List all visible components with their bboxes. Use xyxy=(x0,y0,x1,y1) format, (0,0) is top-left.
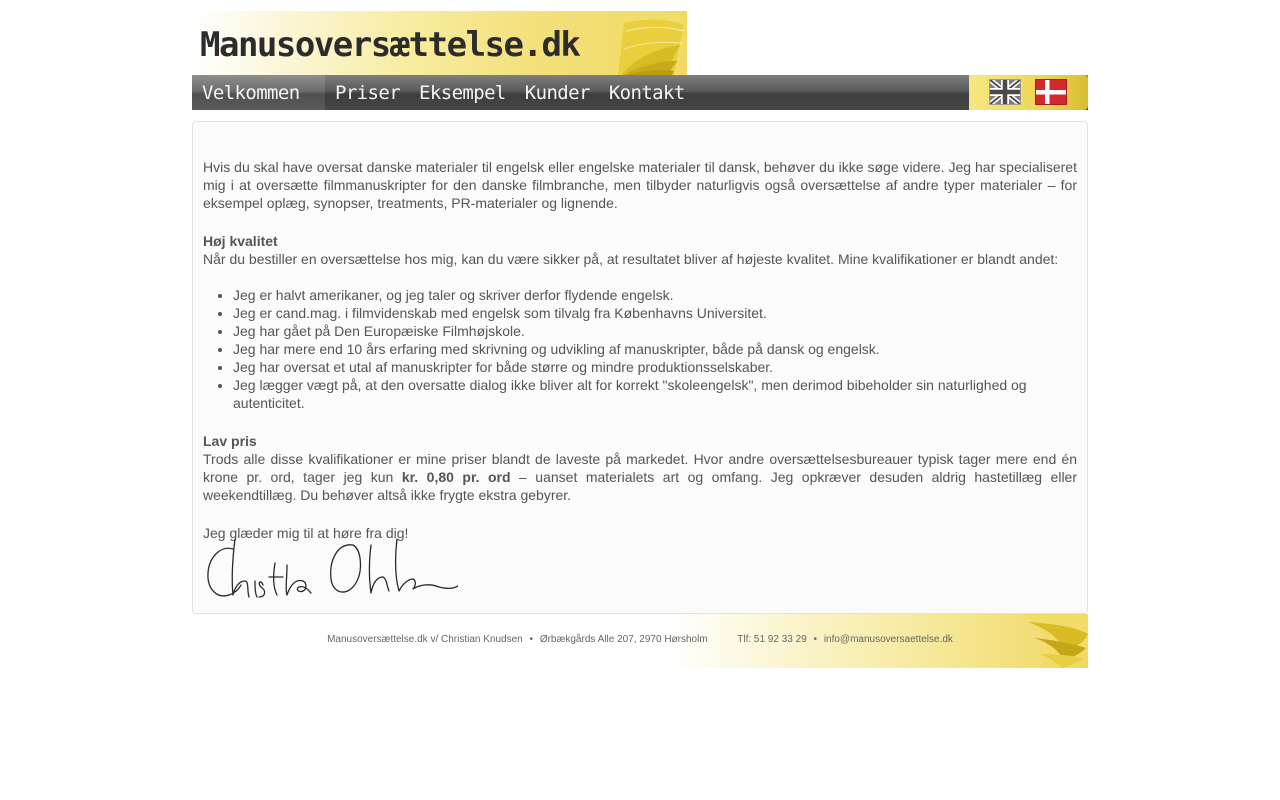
closing-line: Jeg glæder mig til at høre fra dig! xyxy=(203,525,409,541)
footer-contact-line xyxy=(192,634,1088,645)
paper-stack-icon xyxy=(612,11,687,75)
main-navigation xyxy=(192,75,1088,110)
list-item: • Jeg har mere end 10 års erfaring med skrivning og udvikling af manuskripter, både på dansk og engelsk. xyxy=(233,340,1077,358)
nav-item-kunder[interactable]: Kunder xyxy=(524,81,590,104)
nav-item-velkommen[interactable]: Velkommen xyxy=(192,75,325,110)
list-item: • Jeg er halvt amerikaner, og jeg taler og skriver derfor flydende engelsk. xyxy=(233,286,1077,304)
price-text-after: – uanset materialets art og omfang. Jeg opkræver desuden aldrig hastetillæg eller weekendtillæg. Du behøver altså ikke frygte ekstra gebyrer. xyxy=(203,469,1078,503)
main-content xyxy=(192,121,1088,614)
price-highlight: kr. 0,80 pr. ord xyxy=(401,469,511,485)
footer-phone: Tlf: 51 92 33 29 xyxy=(737,634,807,645)
footer-company: Manusoversættelse.dk v/ Christian Knudsen xyxy=(327,634,523,645)
signature-image xyxy=(203,535,458,603)
list-item: • Jeg lægger vægt på, at den oversatte dialog ikke bliver alt for korrekt "skoleengelsk", men derimod bibeholder sin naturlighed og autenticitet. xyxy=(233,376,1077,412)
footer xyxy=(192,614,1088,668)
nav-item-eksempel[interactable]: Eksempel xyxy=(419,81,506,104)
price-text-before: Trods alle disse kvalifikationer er mine priser blandt de laveste på markedet. Hvor andre oversættelsesbureauer typisk tager mere end én krone pr. ord, tager jeg kun xyxy=(203,451,1077,485)
page-wrapper xyxy=(192,0,1088,645)
intro-paragraph: Hvis du skal have oversat danske materialer til engelsk eller engelske materialer til dansk, behøver du ikke søge videre. Jeg har specialiseret mig i at oversætte filmmanuskripter for den danske filmbranche, men tilbyder naturligvis også oversættelse af andre typer materialer – for eksempel oplæg, synopser, treatments, PR-materialer og lignende. xyxy=(203,159,1077,211)
list-item: • Jeg har oversat et utal af manuskripter for både større og mindre produktionsselskaber. xyxy=(233,358,1077,376)
nav-item-priser[interactable]: Priser xyxy=(335,81,401,104)
price-paragraph xyxy=(203,450,1077,504)
qualifications-list xyxy=(203,286,1077,412)
language-switcher xyxy=(969,75,1088,110)
footer-email-link[interactable]: info@manusoversaettelse.dk xyxy=(823,634,953,645)
nav-item-kontakt[interactable]: Kontakt xyxy=(608,81,685,104)
footer-address: Ørbækgårds Alle 207, 2970 Hørsholm xyxy=(539,634,708,645)
uk-flag-icon[interactable] xyxy=(989,79,1021,105)
price-heading: Lav pris xyxy=(203,433,257,449)
footer-separator: • xyxy=(529,634,534,645)
list-item: • Jeg har gået på Den Europæiske Filmhøjskole. xyxy=(233,322,1077,340)
quality-paragraph: Når du bestiller en oversættelse hos mig, kan du være sikker på, at resultatet bliver af højeste kvalitet. Mine kvalifikationer er blandt andet: xyxy=(203,251,1059,267)
quality-heading: Høj kvalitet xyxy=(203,233,278,249)
site-logo[interactable]: Manusoversættelse.dk xyxy=(200,25,580,65)
footer-separator: • xyxy=(813,634,818,645)
danish-flag-icon[interactable] xyxy=(1035,79,1067,105)
header xyxy=(192,0,1088,75)
list-item: • Jeg er cand.mag. i filmvidenskab med engelsk som tilvalg fra Københavns Universitet. xyxy=(233,304,1077,322)
